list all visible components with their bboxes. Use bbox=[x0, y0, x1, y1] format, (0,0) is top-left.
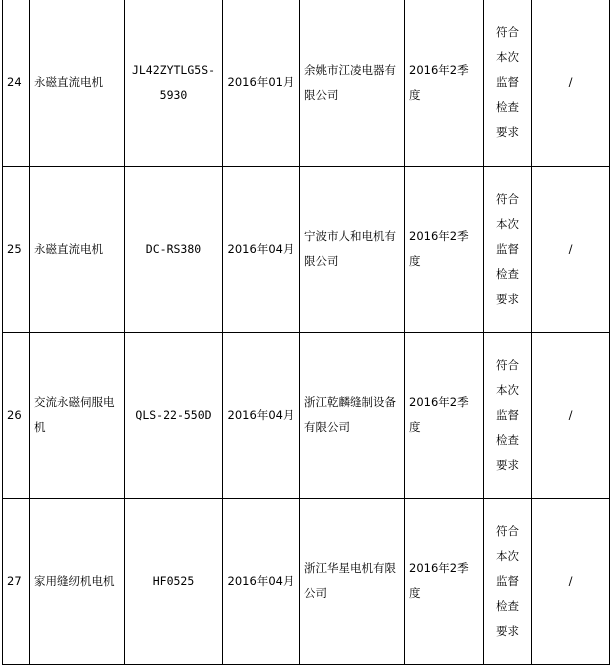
product-name: 永磁直流电机 bbox=[30, 166, 125, 332]
remark: / bbox=[532, 166, 610, 332]
result-line: 监督 bbox=[496, 407, 519, 422]
production-date: 2016年04月 bbox=[223, 498, 300, 664]
result-line: 要求 bbox=[496, 457, 519, 472]
result-line: 要求 bbox=[496, 291, 519, 306]
product-name: 永磁直流电机 bbox=[30, 0, 125, 166]
production-date: 2016年04月 bbox=[223, 166, 300, 332]
result-line: 监督 bbox=[496, 241, 519, 256]
table-row bbox=[3, 166, 610, 332]
result-line: 本次 bbox=[496, 50, 519, 65]
row-number: 24 bbox=[3, 0, 30, 166]
inspection-results-table bbox=[2, 0, 610, 665]
manufacturer: 宁波市人和电机有限公司 bbox=[300, 166, 405, 332]
product-name: 交流永磁伺服电机 bbox=[30, 332, 125, 498]
inspection-period: 2016年2季度 bbox=[405, 0, 484, 166]
remark: / bbox=[532, 332, 610, 498]
result-line: 要求 bbox=[496, 623, 519, 638]
result-line: 符合 bbox=[496, 191, 519, 206]
inspection-period: 2016年2季度 bbox=[405, 498, 484, 664]
result-line: 监督 bbox=[496, 75, 519, 90]
inspection-period: 2016年2季度 bbox=[405, 166, 484, 332]
result-line: 本次 bbox=[496, 216, 519, 231]
inspection-result bbox=[484, 332, 532, 498]
row-number: 26 bbox=[3, 332, 30, 498]
production-date: 2016年04月 bbox=[223, 332, 300, 498]
inspection-result bbox=[484, 0, 532, 166]
table-row bbox=[3, 332, 610, 498]
result-line: 符合 bbox=[496, 25, 519, 40]
row-number: 27 bbox=[3, 498, 30, 664]
product-model: JL42ZYTLG5S-5930 bbox=[125, 0, 223, 166]
result-line: 要求 bbox=[496, 125, 519, 140]
production-date: 2016年01月 bbox=[223, 0, 300, 166]
manufacturer: 余姚市江凌电器有限公司 bbox=[300, 0, 405, 166]
inspection-period: 2016年2季度 bbox=[405, 332, 484, 498]
result-line: 本次 bbox=[496, 382, 519, 397]
inspection-result bbox=[484, 166, 532, 332]
table-row bbox=[3, 0, 610, 166]
result-line: 本次 bbox=[496, 548, 519, 563]
inspection-result bbox=[484, 498, 532, 664]
result-line: 符合 bbox=[496, 357, 519, 372]
product-model: DC-RS380 bbox=[125, 166, 223, 332]
product-model: HF0525 bbox=[125, 498, 223, 664]
remark: / bbox=[532, 498, 610, 664]
result-line: 检查 bbox=[496, 432, 519, 447]
result-line: 检查 bbox=[496, 100, 519, 115]
row-number: 25 bbox=[3, 166, 30, 332]
result-line: 检查 bbox=[496, 598, 519, 613]
manufacturer: 浙江华星电机有限公司 bbox=[300, 498, 405, 664]
product-model: QLS-22-550D bbox=[125, 332, 223, 498]
table-row bbox=[3, 498, 610, 664]
remark: / bbox=[532, 0, 610, 166]
result-line: 检查 bbox=[496, 266, 519, 281]
product-name: 家用缝纫机电机 bbox=[30, 498, 125, 664]
manufacturer: 浙江乾麟缝制设备有限公司 bbox=[300, 332, 405, 498]
result-line: 监督 bbox=[496, 573, 519, 588]
result-line: 符合 bbox=[496, 523, 519, 538]
